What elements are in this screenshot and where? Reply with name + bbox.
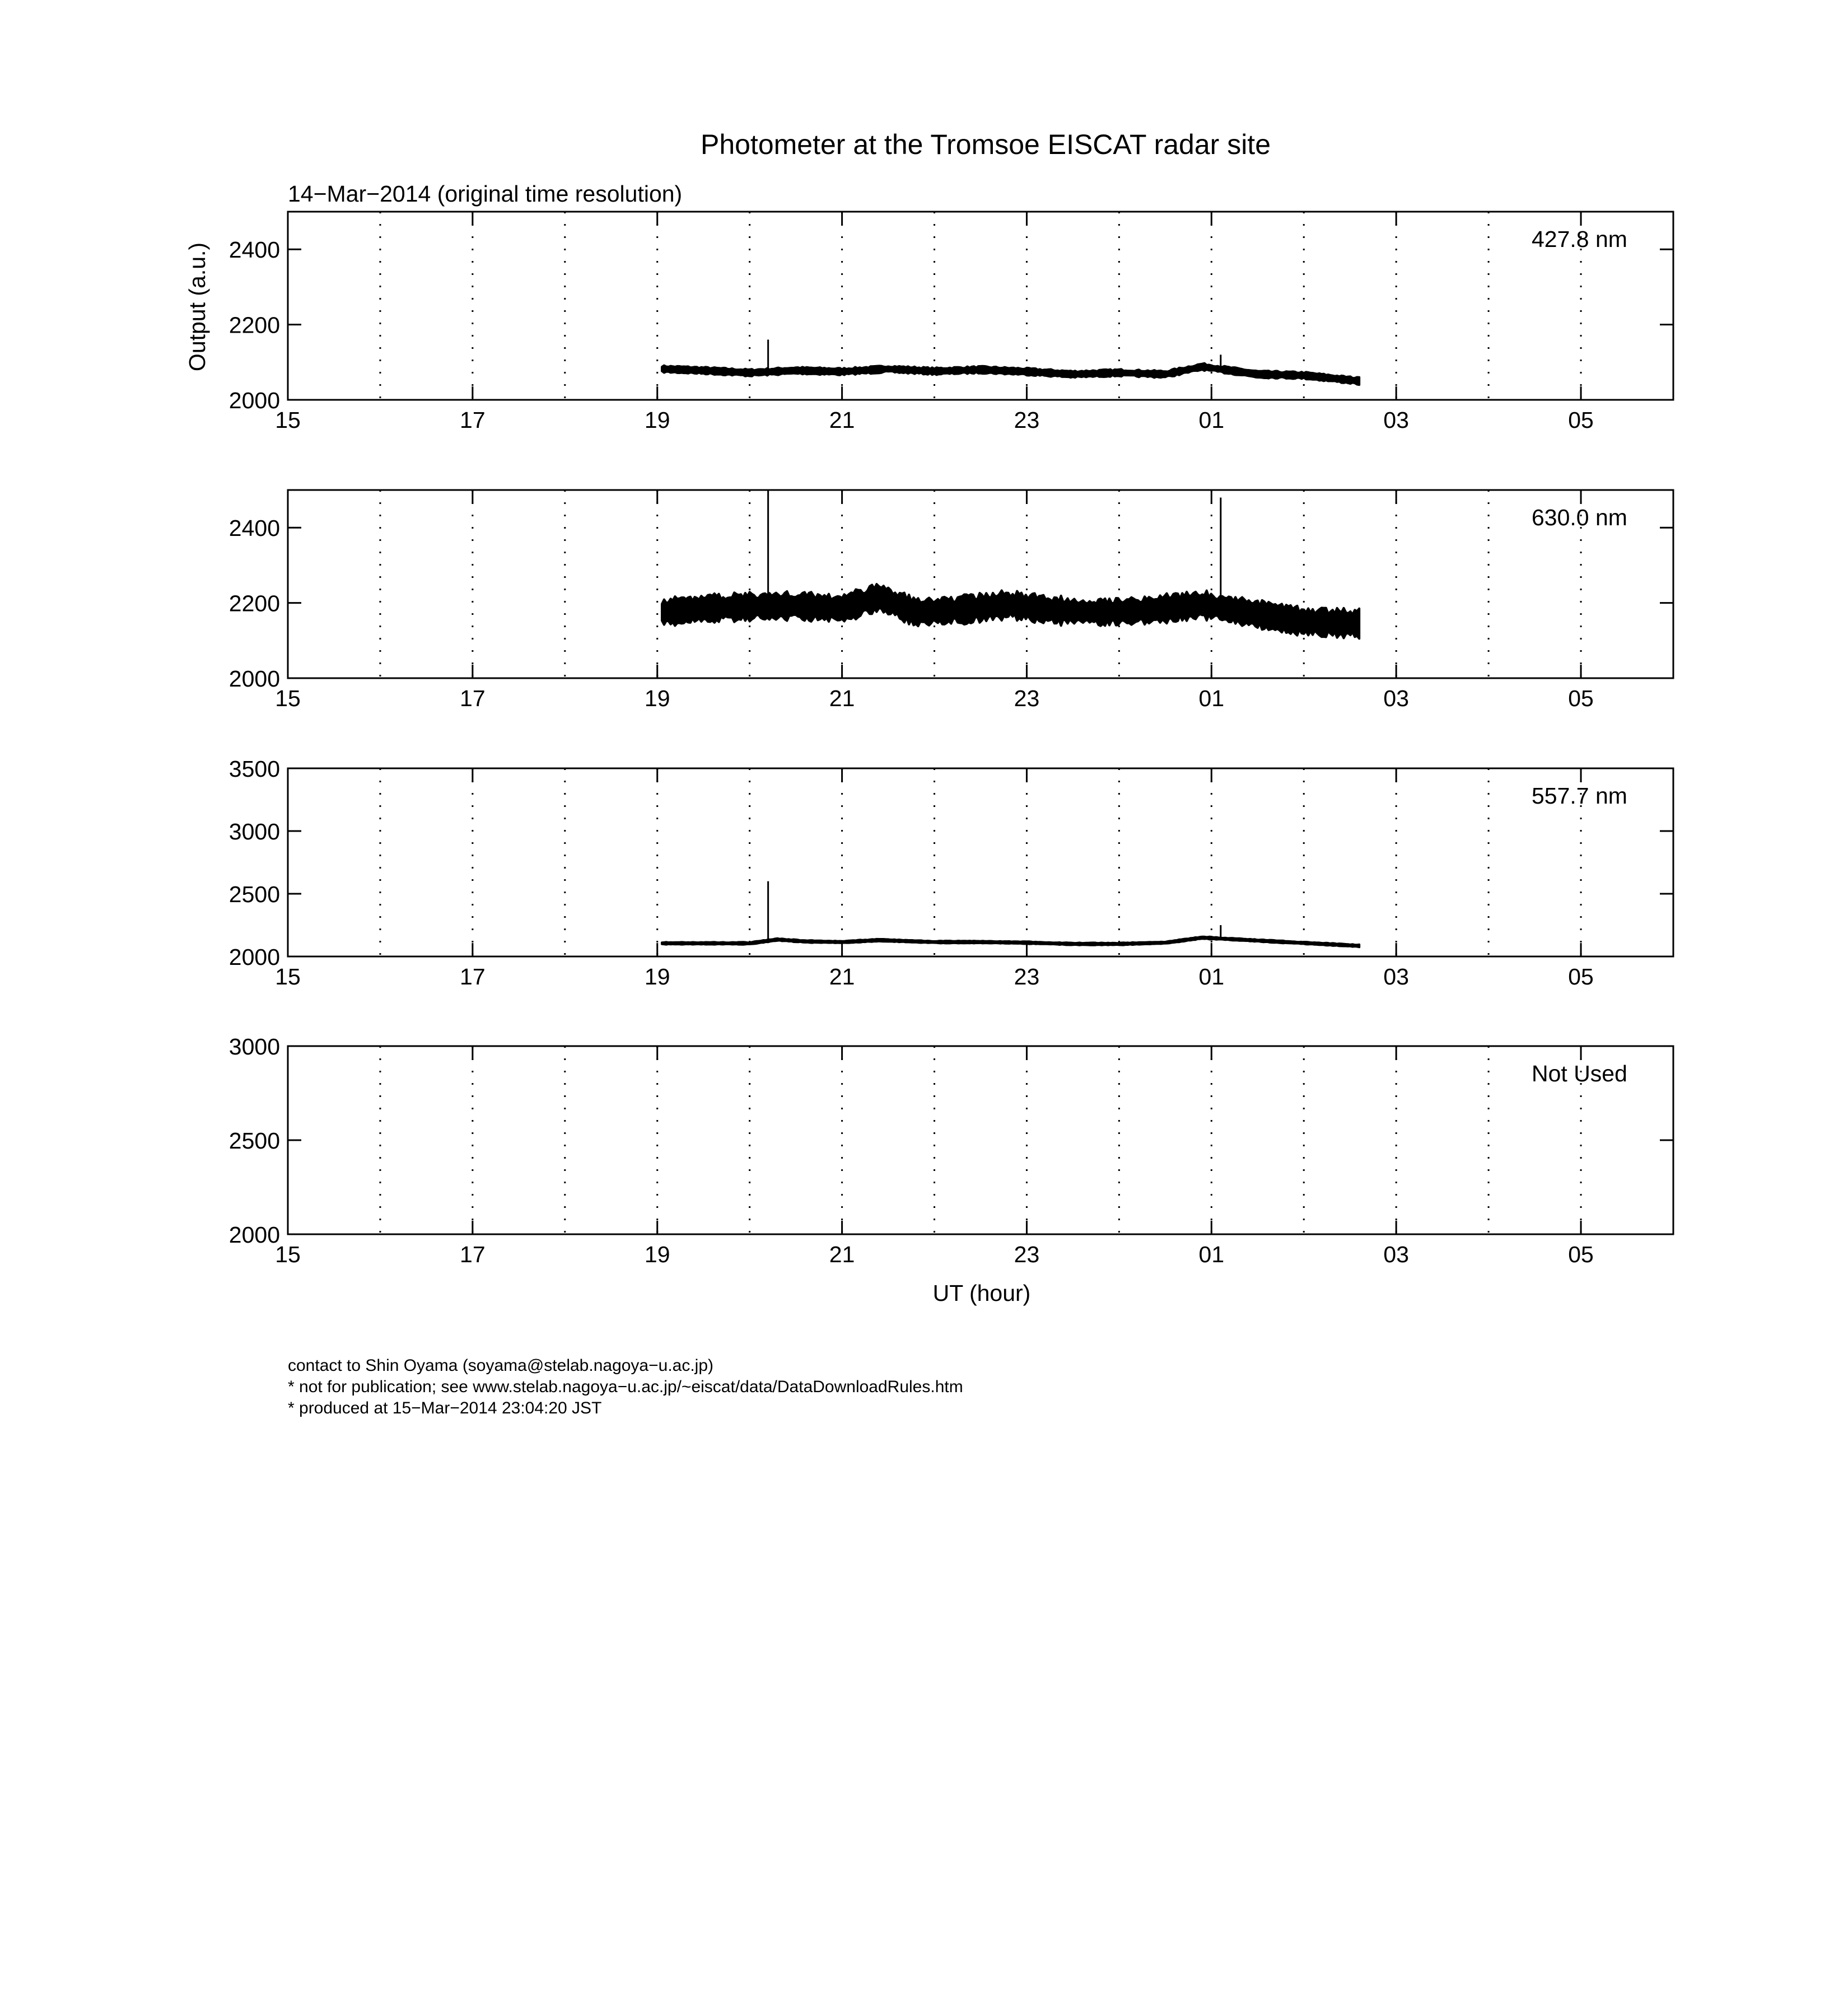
x-tick-label: 05 xyxy=(1568,407,1594,433)
x-tick-label: 03 xyxy=(1383,964,1410,990)
x-tick-label: 21 xyxy=(829,1242,855,1267)
y-tick-label: 2400 xyxy=(228,237,280,263)
x-tick-label: 23 xyxy=(1014,685,1040,711)
y-tick-label: 2500 xyxy=(228,1128,280,1154)
x-tick-label: 17 xyxy=(460,407,486,433)
x-tick-label: 17 xyxy=(460,964,486,990)
panel-4 xyxy=(229,1034,1673,1267)
panel-2 xyxy=(229,490,1673,711)
y-tick-label: 2000 xyxy=(228,666,280,692)
panel-label: Not Used xyxy=(1532,1061,1627,1086)
x-axis-label: UT (hour) xyxy=(932,1280,1031,1306)
y-tick-label: 3000 xyxy=(228,1034,280,1060)
chart-subtitle: 14−Mar−2014 (original time resolution) xyxy=(288,181,683,207)
x-tick-label: 05 xyxy=(1568,1242,1594,1267)
x-tick-label: 01 xyxy=(1198,964,1225,990)
data-series xyxy=(662,937,1359,948)
y-tick-label: 2200 xyxy=(228,312,280,338)
x-tick-label: 15 xyxy=(275,685,301,711)
x-tick-label: 21 xyxy=(829,685,855,711)
y-tick-label: 3500 xyxy=(228,756,280,782)
footer-produced-at: * produced at 15−Mar−2014 23:04:20 JST xyxy=(288,1399,602,1417)
x-tick-label: 05 xyxy=(1568,685,1594,711)
y-tick-label: 2200 xyxy=(228,590,280,617)
y-axis-label: Output (a.u.) xyxy=(184,242,210,372)
x-tick-label: 19 xyxy=(644,1242,670,1267)
axes-frame xyxy=(288,768,1673,956)
data-series xyxy=(662,363,1359,385)
y-tick-label: 2000 xyxy=(228,1222,280,1248)
y-tick-label: 3000 xyxy=(228,819,280,844)
y-tick-label: 2500 xyxy=(228,881,280,907)
panel-1 xyxy=(229,212,1673,433)
y-tick-label: 2000 xyxy=(228,944,280,970)
panel-3 xyxy=(229,756,1673,990)
x-tick-label: 23 xyxy=(1014,1242,1040,1267)
x-tick-label: 01 xyxy=(1198,407,1225,433)
x-tick-label: 19 xyxy=(644,407,670,433)
x-tick-label: 17 xyxy=(460,1242,486,1267)
x-tick-label: 19 xyxy=(644,685,670,711)
x-tick-label: 01 xyxy=(1198,685,1225,711)
x-tick-label: 03 xyxy=(1383,1242,1410,1267)
x-tick-label: 19 xyxy=(644,964,670,990)
axes-frame xyxy=(288,1046,1673,1234)
footer-contact: contact to Shin Oyama (soyama@stelab.nagoya−u.ac.jp) xyxy=(288,1356,714,1375)
x-tick-label: 05 xyxy=(1568,964,1594,990)
x-tick-label: 21 xyxy=(829,964,855,990)
panels-group xyxy=(229,212,1673,1267)
x-tick-label: 03 xyxy=(1383,685,1410,711)
x-tick-label: 21 xyxy=(829,407,855,433)
panel-label: 557.7 nm xyxy=(1532,783,1627,809)
panel-label: 630.0 nm xyxy=(1532,505,1627,530)
x-tick-label: 01 xyxy=(1198,1242,1225,1267)
y-tick-label: 2400 xyxy=(228,515,280,542)
x-tick-label: 23 xyxy=(1014,407,1040,433)
x-tick-label: 03 xyxy=(1383,407,1410,433)
x-tick-label: 23 xyxy=(1014,964,1040,990)
axes-frame xyxy=(288,490,1673,678)
panel-label: 427.8 nm xyxy=(1532,226,1627,252)
data-series xyxy=(662,584,1359,638)
footer-publication-note: * not for publication; see www.stelab.nagoya−u.ac.jp/~eiscat/data/DataDownloadRules.htm xyxy=(288,1378,963,1396)
x-tick-label: 15 xyxy=(275,407,301,433)
x-tick-label: 15 xyxy=(275,1242,301,1267)
x-tick-label: 17 xyxy=(460,685,486,711)
x-tick-label: 15 xyxy=(275,964,301,990)
chart-title: Photometer at the Tromsoe EISCAT radar site xyxy=(700,129,1271,160)
y-tick-label: 2000 xyxy=(228,388,280,413)
